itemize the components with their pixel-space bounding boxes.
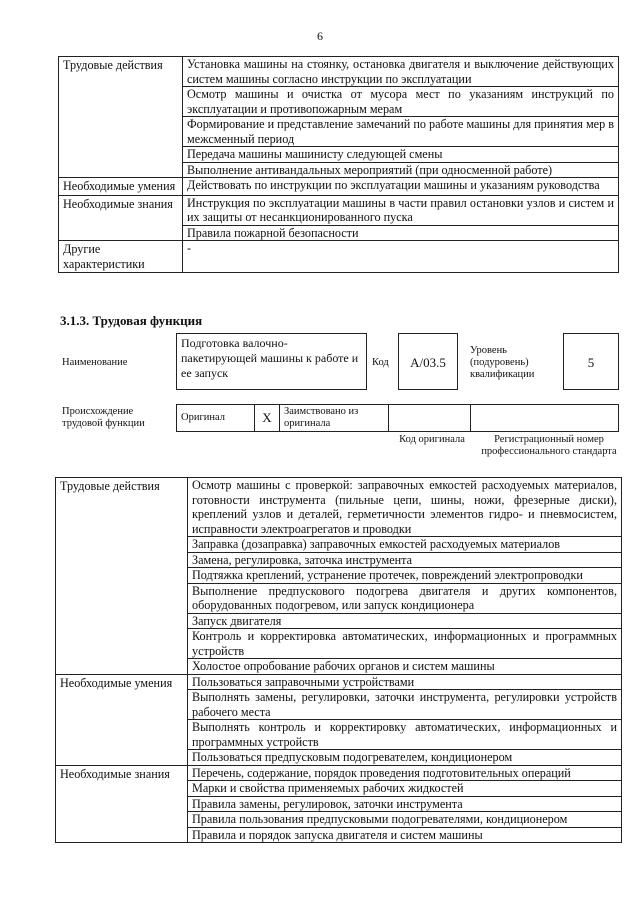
original-code-cell [389,405,471,432]
section-title: 3.1.3. Трудовая функция [60,313,203,328]
table-cell: Правила пользования предпусковыми подогревателями, кондиционером [188,812,622,828]
row-label: Трудовые действия [56,478,188,675]
table-row [177,405,619,432]
original-mark: X [255,405,280,432]
table-row [59,57,619,87]
reg-number-caption: Регистрационный номер профессионального стандарта [481,434,617,457]
table-cell: Перечень, содержание, порядок проведения подготовительных операций [188,765,622,781]
table-cell: Пользоваться заправочными устройствами [188,674,622,690]
function-code-box: A/03.5 [398,333,458,390]
table-row [56,674,622,690]
table-row [59,178,619,196]
row-label: Необходимые умения [59,178,183,196]
level-value-box: 5 [563,333,619,390]
original-label: Оригинал [177,405,255,432]
table-row [59,195,619,225]
table-cell: Осмотр машины и очистка от мусора мест по указаниям инструкций по эксплуатации и противопожарным мерам [183,87,619,117]
table-cell: Запуск двигателя [188,613,622,629]
row-label: Другие характеристики [59,241,183,273]
table-row [59,241,619,273]
page-number: 6 [317,29,323,43]
table-labor-actions-1 [58,56,619,273]
origin-table [176,404,619,432]
table-cell: Выполнение антивандальных мероприятий (при односменной работе) [183,162,619,178]
row-label: Необходимые знания [59,195,183,241]
borrowed-label: Заимствовано из оригинала [280,405,389,432]
row-label: Необходимые знания [56,765,188,843]
table-labor-actions-2 [55,477,622,843]
row-label: Необходимые умения [56,674,188,765]
level-label: Уровень (подуровень) квалификации [470,345,535,380]
table-row [56,765,622,781]
origin-label: Происхождение трудовой функции [62,406,145,429]
table-cell: Передача машины машинисту следующей смены [183,147,619,163]
table-cell: Формирование и представление замечаний по работе машины для принятия мер в межсменный период [183,117,619,147]
table-cell: Выполнять замены, регулировки, заточки инструмента, регулировки устройств рабочего места [188,690,622,720]
table-cell: Правила и порядок запуска двигателя и систем машины [188,827,622,843]
table-cell: Инструкция по эксплуатации машины в части правил остановки узлов и систем и их защиты от несанкционированного пуска [183,195,619,225]
table-cell: Пользоваться предпусковым подогревателем, кондиционером [188,750,622,766]
name-label: Наименование [62,357,128,368]
row-label: Трудовые действия [59,57,183,178]
function-name-box: Подготовка валочно-пакетирующей машины к работе и ее запуск [176,333,367,390]
table-cell: Правила замены, регулировок, заточки инструмента [188,796,622,812]
original-code-caption: Код оригинала [399,434,465,445]
table-cell: Осмотр машины с проверкой: заправочных емкостей расходуемых материалов, готовности инструмента (пильные цепи, шины, ножи, фрезерные диски), креплений узлов и деталей, герметичности элементов гидро- и пневмосистем, исправности электроагрегатов и проводки [188,478,622,537]
table-cell: Контроль и корректировка автоматических, информационных и программных устройств [188,629,622,659]
reg-number-cell [471,405,619,432]
table-cell: Установка машины на стоянку, остановка двигателя и выключение действующих систем машины согласно инструкции по эксплуатации [183,57,619,87]
code-label: Код [372,357,389,368]
table-cell: Замена, регулировка, заточка инструмента [188,552,622,568]
table-cell: Марки и свойства применяемых рабочих жидкостей [188,781,622,797]
table-cell: Выполнение предпускового подогрева двигателя и других компонентов, оборудованных подогревом, или запуск кондиционера [188,583,622,613]
table-cell: Действовать по инструкции по эксплуатации машины и указаниям руководства [183,178,619,196]
table-cell: Выполнять контроль и корректировку автоматических, информационных и программных устройств [188,720,622,750]
table-row [56,478,622,537]
table-cell: - [183,241,619,273]
table-cell: Заправка (дозаправка) заправочных емкостей расходуемых материалов [188,537,622,553]
table-cell: Холостое опробование рабочих органов и систем машины [188,659,622,675]
table-cell: Подтяжка креплений, устранение протечек, повреждений электропроводки [188,568,622,584]
table-cell: Правила пожарной безопасности [183,225,619,241]
